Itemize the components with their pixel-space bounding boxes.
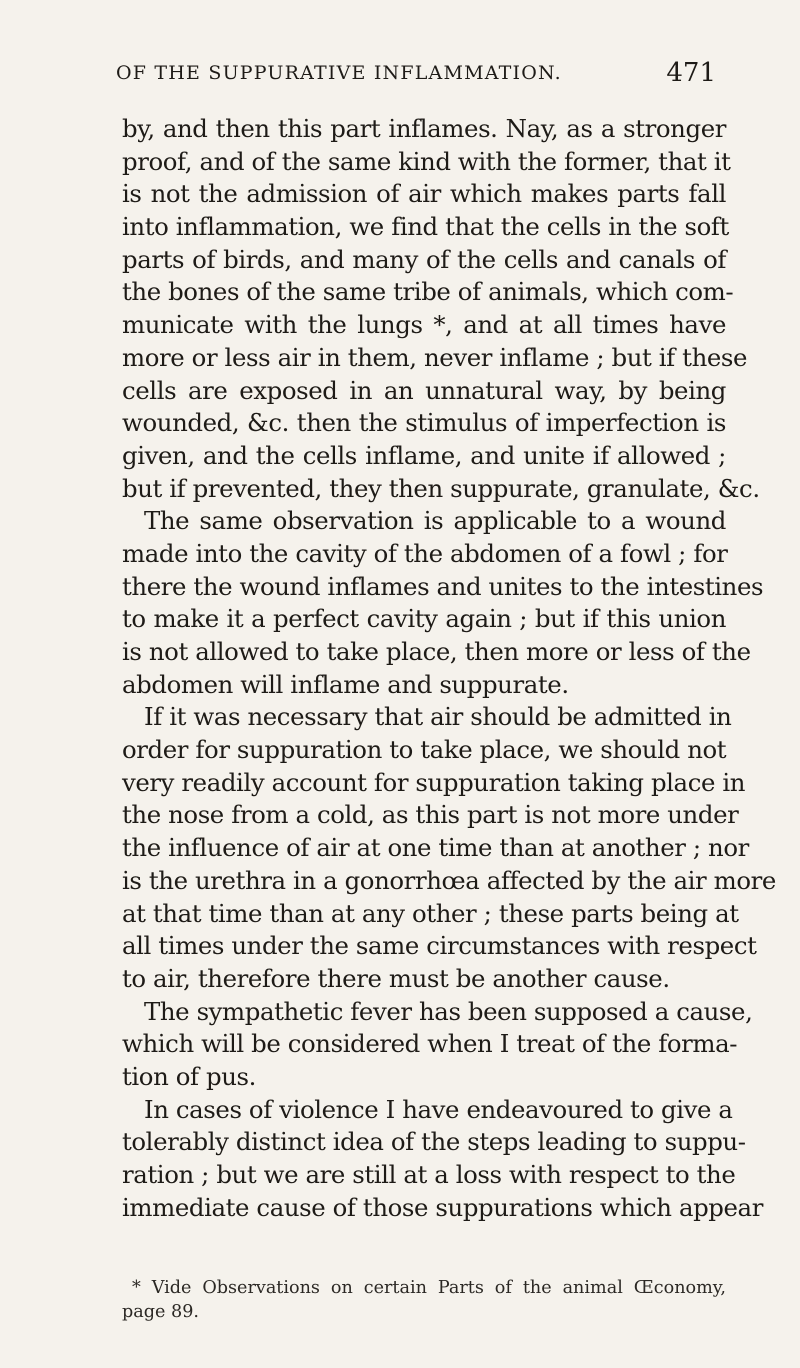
body-text: [122, 113, 776, 1224]
text-line: there the wound inflames and unites to the intestines: [122, 571, 764, 601]
text-line: by, and then this part inflames. Nay, as a stronger: [122, 114, 726, 143]
paragraph-start-line: If it was necessary that air should be admitted in: [144, 702, 732, 732]
text-line: to make it a perfect cavity again ; but if this union: [122, 604, 726, 634]
text-line: the influence of air at one time than at another ; nor: [122, 833, 749, 863]
text-line: wounded, &c. then the stimulus of imperfection is: [122, 408, 726, 438]
text-line: into inflammation, we find that the cells in the soft: [122, 212, 729, 242]
text-line: tolerably distinct idea of the steps leading to suppu-: [122, 1127, 746, 1157]
footnote-line: page 89.: [122, 1302, 199, 1322]
text-line: immediate cause of those suppurations which appear: [122, 1192, 763, 1222]
text-line: is not allowed to take place, then more or less of the: [122, 637, 751, 666]
paragraph-start-line: The sympathetic fever has been supposed a cause,: [144, 996, 753, 1026]
text-line: made into the cavity of the abdomen of a fowl ; for: [122, 538, 728, 568]
text-line: the bones of the same tribe of animals, which com-: [122, 277, 734, 307]
text-line: very readily account for suppuration taking place in: [122, 767, 746, 797]
footnote-line: * Vide Observations on certain Parts of the animal Œconomy,: [132, 1278, 726, 1298]
text-line: municate with the lungs *, and at all times have: [122, 310, 726, 340]
text-line: all times under the same circumstances with respect: [122, 931, 757, 961]
text-line: parts of birds, and many of the cells and canals of: [122, 244, 726, 274]
paragraph-start-line: The same observation is applicable to a wound: [144, 506, 726, 536]
text-line: given, and the cells inflame, and unite if allowed ;: [122, 440, 726, 470]
page-number: 471: [666, 58, 716, 88]
text-line: is the urethra in a gonorrhœa affected by the air more: [122, 865, 776, 895]
text-line: which will be considered when I treat of the forma-: [122, 1029, 738, 1059]
text-line: abdomen will inflame and suppurate.: [122, 669, 569, 699]
text-line: more or less air in them, never inflame ; but if these: [122, 342, 748, 372]
text-line: proof, and of the same kind with the former, that it: [122, 146, 731, 176]
text-line: but if prevented, they then suppurate, granulate, &c.: [122, 473, 760, 503]
footnote: [122, 1276, 726, 1324]
running-head: [116, 58, 716, 92]
running-head-title: OF THE SUPPURATIVE INFLAMMATION.: [116, 62, 562, 84]
paragraph-start-line: In cases of violence I have endeavoured to give a: [144, 1094, 733, 1124]
text-line: ration ; but we are still at a loss with respect to the: [122, 1160, 736, 1189]
text-line: cells are exposed in an unnatural way, by being: [122, 375, 726, 405]
text-line: order for suppuration to take place, we should not: [122, 735, 727, 765]
text-line: at that time than at any other ; these parts being at: [122, 898, 739, 928]
text-line: the nose from a cold, as this part is not more under: [122, 800, 739, 830]
text-line: to air, therefore there must be another cause.: [122, 963, 670, 993]
text-line: is not the admission of air which makes parts fall: [122, 179, 726, 209]
text-line: tion of pus.: [122, 1061, 257, 1091]
